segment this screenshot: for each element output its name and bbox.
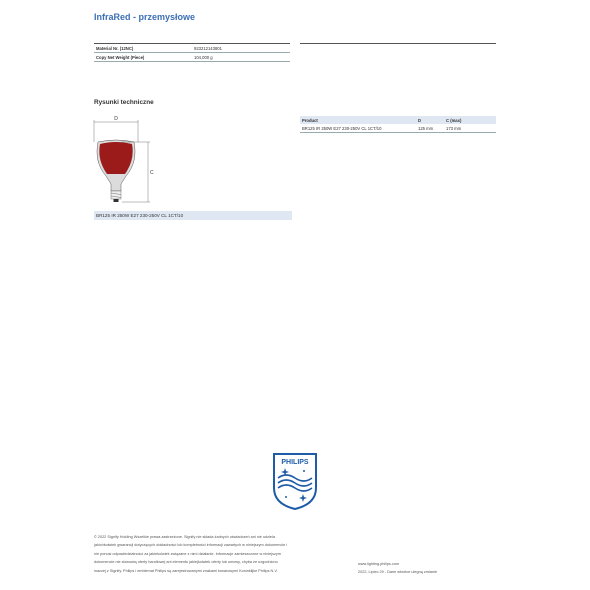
- logo-wordmark: PHILIPS: [281, 459, 309, 466]
- philips-logo: [272, 452, 318, 510]
- spec-key: Material Nr. (12NC): [94, 44, 192, 53]
- footer-website-link[interactable]: www.lighting.philips.com: [358, 562, 400, 566]
- section-heading: Rysunki techniczne: [94, 99, 154, 106]
- footer-line: inaczej z Signify. Philips i emblemat Philips są zarejestrowanymi znakami towarowymi Koninklijke Philips N.V.: [94, 568, 278, 573]
- cell-c: 173 mm: [444, 124, 496, 133]
- label-c: C: [150, 170, 154, 176]
- label-d: D: [114, 116, 118, 122]
- footer-date: 2022, Lipiec 29 - Dane wkrótce ulegną zmianie: [358, 570, 437, 575]
- column-header: Product: [300, 116, 416, 124]
- footer-line: © 2022 Signify Holding Wszelkie prawa zastrzeżone. Signify nie składa żadnych oświadczeń ani nie udziela: [94, 535, 275, 539]
- page-title: InfraRed - przemysłowe: [94, 12, 196, 22]
- table-row: [94, 53, 290, 62]
- footer-line: nie ponosi odpowiedzialności za jakiekolwiek związane z nimi działanie. Informacje zamieszczone w niniejszym: [94, 551, 281, 556]
- footer-meta: [358, 560, 498, 577]
- dimensions-table: [300, 116, 496, 133]
- cell-d: 125 mm: [416, 124, 444, 133]
- table-row: [94, 44, 290, 53]
- column-header: C (max): [444, 116, 496, 124]
- footer-legal: [94, 533, 352, 575]
- table-row: [300, 124, 496, 133]
- cell-product: BR125 IR 250W E27 230-250V CL 1CT/10: [300, 124, 416, 133]
- column-header: D: [416, 116, 444, 124]
- drawing-caption: BR125 IR 250W E27 230-250V CL 1CT/10: [94, 211, 292, 220]
- spec-key: Copy Net Weight (Piece): [94, 53, 192, 62]
- bulb-drawing: [92, 114, 162, 210]
- divider: [300, 43, 496, 44]
- table-header-row: [300, 116, 496, 124]
- footer-line: jakichkolwiek gwarancji dotyczących dokładności lub kompletności informacji zawartych w niniejszym dokumencie i: [94, 543, 288, 548]
- spec-table: [94, 43, 290, 62]
- spec-value: 923212143801: [192, 44, 290, 53]
- spec-value: 104,000 g: [192, 53, 290, 62]
- footer-line: dokumencie nie stanowią oferty handlowej ani elementu jakiejkolwiek oferty lub umowy, chyba że uzgodniono: [94, 560, 278, 565]
